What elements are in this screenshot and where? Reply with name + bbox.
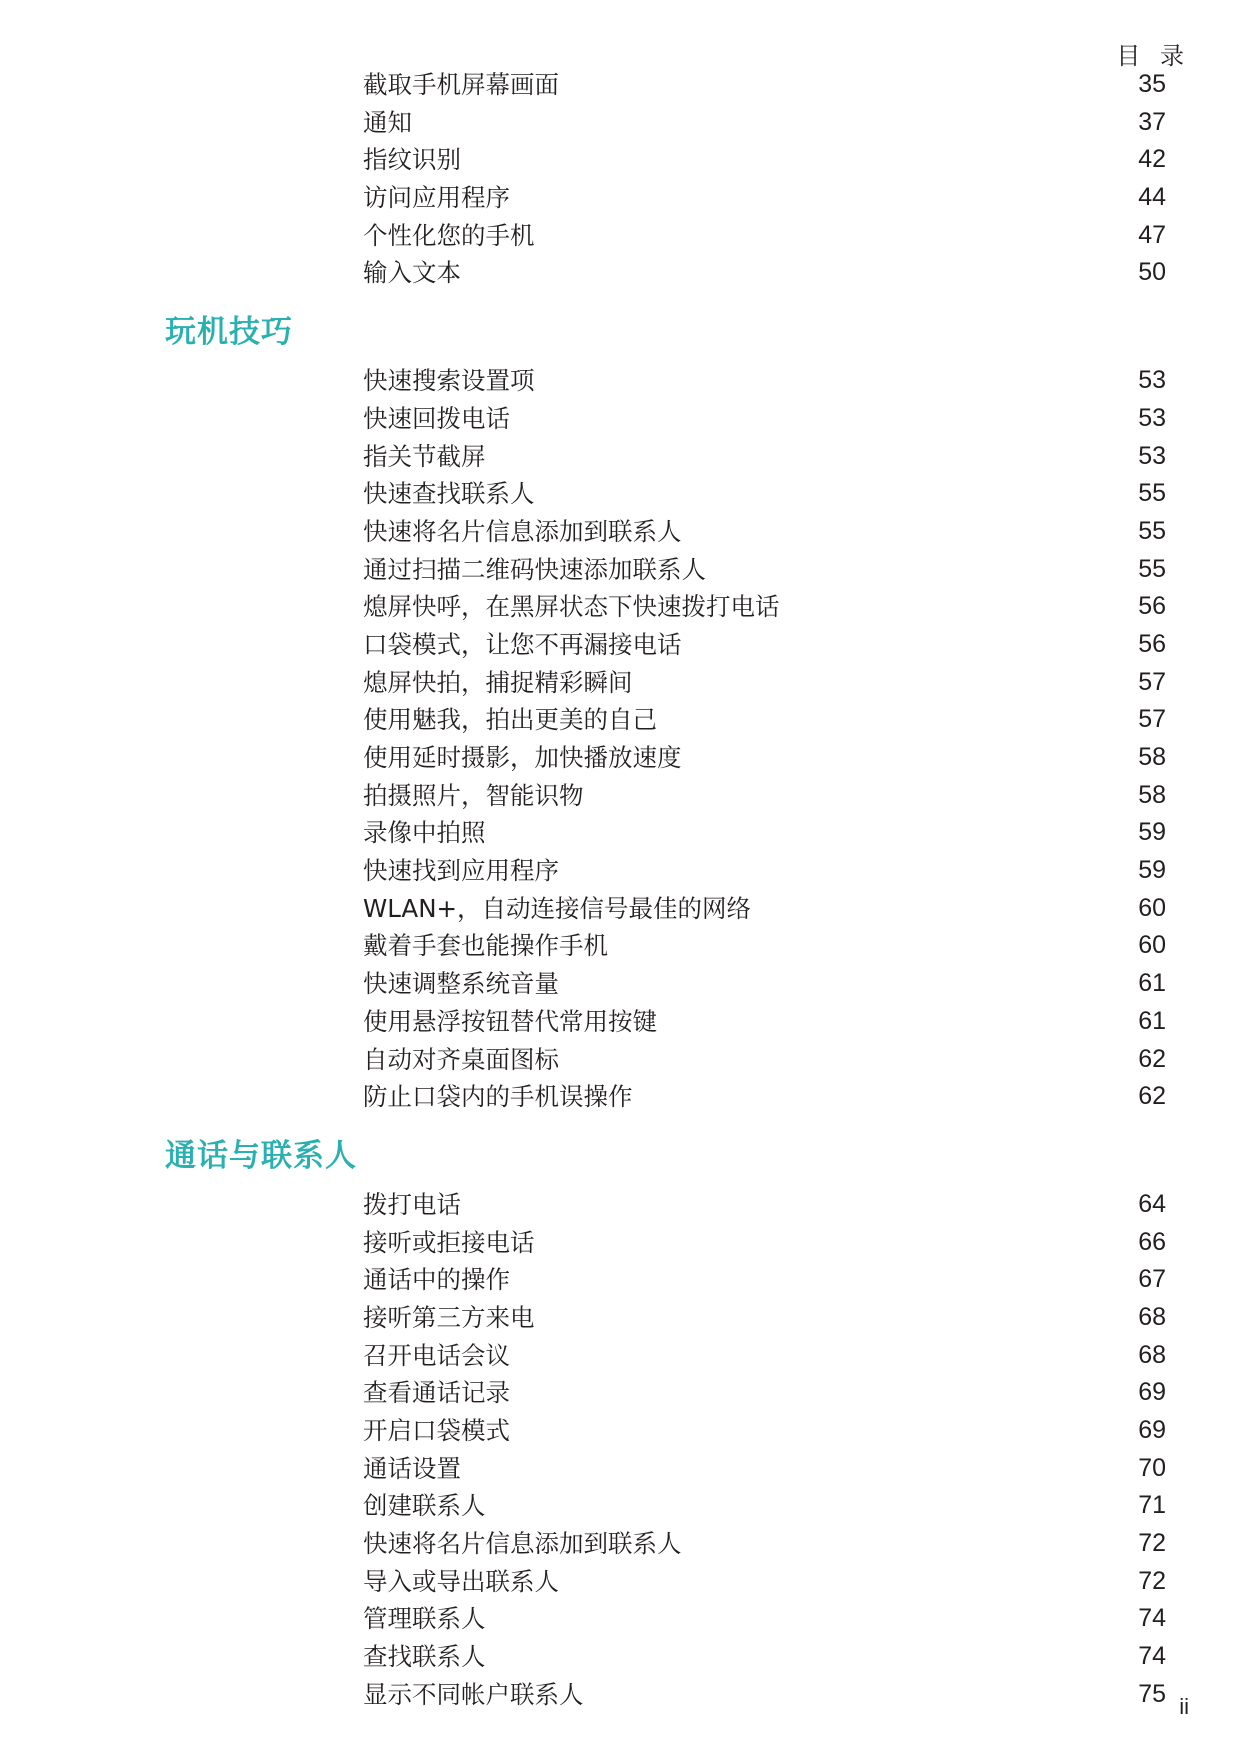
- toc-entry-page[interactable]: 74: [1138, 1604, 1166, 1633]
- toc-entry-title[interactable]: 使用延时摄影，加快播放速度: [363, 743, 682, 772]
- toc-entry[interactable]: [0, 1337, 1241, 1375]
- toc-entry[interactable]: [0, 1412, 1241, 1450]
- toc-entry-title[interactable]: 拍摄照片，智能识物: [363, 780, 584, 810]
- toc-entry[interactable]: [0, 1638, 1241, 1676]
- toc-entry-title[interactable]: 熄屏快呼，在黑屏状态下快速拨打电话: [363, 592, 780, 622]
- toc-entry-page[interactable]: 58: [1138, 780, 1166, 809]
- toc-entry-page[interactable]: 55: [1138, 479, 1166, 508]
- toc-entry[interactable]: [0, 141, 1241, 179]
- toc-entry[interactable]: [0, 254, 1241, 292]
- toc-entry-page[interactable]: 55: [1138, 554, 1166, 583]
- toc-entry[interactable]: [0, 664, 1241, 702]
- toc-entry-title[interactable]: 快速调整系统音量: [363, 969, 559, 999]
- toc-entry-page[interactable]: 60: [1138, 893, 1166, 922]
- toc-entry-page[interactable]: 50: [1138, 258, 1166, 287]
- toc-entry-page[interactable]: 42: [1138, 145, 1166, 174]
- toc-entry[interactable]: [0, 777, 1241, 815]
- toc-header-label: 目 录: [1116, 42, 1190, 70]
- toc-entry-page[interactable]: 68: [1138, 1302, 1166, 1331]
- toc-entry[interactable]: [0, 814, 1241, 852]
- toc-entry-title[interactable]: 显示不同帐户联系人: [363, 1679, 584, 1709]
- toc-entry[interactable]: [0, 1078, 1241, 1116]
- section-heading-text[interactable]: 通话与联系人: [165, 1137, 357, 1174]
- toc-entry-title[interactable]: 查找联系人: [363, 1642, 486, 1672]
- toc-entry-page[interactable]: 55: [1138, 516, 1166, 545]
- toc-entry-title[interactable]: 导入或导出联系人: [363, 1566, 559, 1596]
- toc-entry-title[interactable]: 拨打电话: [363, 1189, 461, 1219]
- page-number: ii: [1179, 1694, 1189, 1719]
- toc-entry[interactable]: [0, 362, 1241, 400]
- toc-entry-page[interactable]: 62: [1138, 1044, 1166, 1073]
- toc-entry[interactable]: [0, 513, 1241, 551]
- toc-entry[interactable]: [0, 1563, 1241, 1601]
- toc-entry-title[interactable]: 录像中拍照: [363, 818, 486, 848]
- toc-entry-page[interactable]: 61: [1138, 969, 1166, 998]
- toc-entry-title[interactable]: WLAN+，自动连接信号最佳的网络: [363, 893, 752, 923]
- toc-entry-title[interactable]: 召开电话会议: [363, 1340, 510, 1370]
- section-heading-text[interactable]: 玩机技巧: [165, 314, 293, 351]
- toc-entry[interactable]: [0, 852, 1241, 890]
- toc-entry-page[interactable]: 62: [1138, 1082, 1166, 1111]
- toc-entry-page[interactable]: 56: [1138, 592, 1166, 621]
- toc-entry-page[interactable]: 72: [1138, 1566, 1166, 1595]
- toc-entry-page[interactable]: 35: [1138, 70, 1166, 98]
- section-heading: [0, 1124, 1241, 1184]
- toc-entry-title[interactable]: 快速回拨电话: [363, 403, 510, 433]
- toc-entry-page[interactable]: 61: [1138, 1006, 1166, 1035]
- toc-entry[interactable]: [0, 1041, 1241, 1079]
- toc-entry-title[interactable]: 通知: [363, 107, 412, 137]
- toc-entry[interactable]: [0, 1600, 1241, 1638]
- toc-entry-title[interactable]: 指关节截屏: [363, 441, 486, 471]
- toc-entry-page[interactable]: 44: [1138, 183, 1166, 212]
- toc-entry[interactable]: [0, 1487, 1241, 1525]
- toc-entry-page[interactable]: 68: [1138, 1340, 1166, 1369]
- toc-entry-page[interactable]: 59: [1138, 856, 1166, 885]
- toc-entry-page[interactable]: 74: [1138, 1642, 1166, 1671]
- toc-entry-page[interactable]: 56: [1138, 629, 1166, 658]
- toc-entry-page[interactable]: 66: [1138, 1227, 1166, 1256]
- toc-entry-page[interactable]: 53: [1138, 403, 1166, 432]
- toc-entry[interactable]: [0, 66, 1241, 104]
- toc-entry-title[interactable]: 快速将名片信息添加到联系人: [363, 516, 682, 546]
- toc-entry-page[interactable]: 53: [1138, 366, 1166, 395]
- toc-entry[interactable]: [0, 1525, 1241, 1563]
- toc-entry-title[interactable]: 口袋模式，让您不再漏接电话: [363, 629, 682, 659]
- toc-entry[interactable]: [0, 890, 1241, 928]
- toc-entry-page[interactable]: 57: [1138, 705, 1166, 734]
- toc-entry-title[interactable]: 快速查找联系人: [363, 479, 535, 509]
- toc-entry[interactable]: [0, 965, 1241, 1003]
- toc-entry[interactable]: [0, 1186, 1241, 1224]
- toc-entry-page[interactable]: 69: [1138, 1416, 1166, 1444]
- toc-entry-page[interactable]: 72: [1138, 1529, 1166, 1558]
- toc-entry-page[interactable]: 59: [1138, 818, 1166, 847]
- toc-entry[interactable]: [0, 588, 1241, 626]
- toc-entry-title[interactable]: 快速将名片信息添加到联系人: [363, 1529, 682, 1559]
- toc-entry-page[interactable]: 53: [1138, 441, 1166, 470]
- toc-entry-title[interactable]: 快速搜索设置项: [363, 366, 535, 396]
- toc-entry[interactable]: [0, 1676, 1241, 1714]
- toc-entry-title[interactable]: 接听第三方来电: [363, 1302, 535, 1332]
- toc-entry-title[interactable]: 防止口袋内的手机误操作: [363, 1082, 633, 1112]
- toc-entry-page[interactable]: 57: [1138, 667, 1166, 696]
- toc-entry-page[interactable]: 71: [1138, 1491, 1166, 1520]
- toc-entry-title[interactable]: 个性化您的手机: [363, 220, 535, 250]
- toc-entry-page[interactable]: 64: [1138, 1189, 1166, 1218]
- toc-entry[interactable]: [0, 626, 1241, 664]
- table-of-contents: [0, 66, 1241, 1714]
- toc-entry-page[interactable]: 60: [1138, 931, 1166, 960]
- toc-entry[interactable]: [0, 179, 1241, 217]
- toc-entry-page[interactable]: 67: [1138, 1265, 1166, 1294]
- toc-entry-title[interactable]: 开启口袋模式: [363, 1416, 510, 1445]
- toc-entry[interactable]: [0, 438, 1241, 476]
- toc-entry[interactable]: [0, 400, 1241, 438]
- toc-entry[interactable]: [0, 1003, 1241, 1041]
- toc-entry[interactable]: [0, 927, 1241, 965]
- toc-entry[interactable]: [0, 701, 1241, 739]
- toc-entry-title[interactable]: 接听或拒接电话: [363, 1227, 535, 1257]
- toc-entry[interactable]: [0, 1299, 1241, 1337]
- toc-entry-title[interactable]: 使用悬浮按钮替代常用按键: [363, 1006, 657, 1036]
- toc-entry[interactable]: [0, 1374, 1241, 1412]
- toc-entry-page[interactable]: 69: [1138, 1378, 1166, 1407]
- toc-entry-title[interactable]: 通过扫描二维码快速添加联系人: [363, 554, 706, 584]
- toc-entry-title[interactable]: 自动对齐桌面图标: [363, 1044, 559, 1074]
- toc-entry[interactable]: [0, 1224, 1241, 1262]
- toc-entry-title[interactable]: 快速找到应用程序: [363, 856, 559, 886]
- toc-entry-title[interactable]: 通话中的操作: [363, 1265, 510, 1295]
- toc-entry-page[interactable]: 47: [1138, 220, 1166, 249]
- toc-entry[interactable]: [0, 1261, 1241, 1299]
- toc-entry-title[interactable]: 访问应用程序: [363, 183, 510, 213]
- toc-entry-title[interactable]: 使用魅我，拍出更美的自己: [363, 705, 657, 735]
- toc-entry-title[interactable]: 管理联系人: [363, 1604, 486, 1634]
- section-heading: [0, 300, 1241, 360]
- toc-entry-page[interactable]: 37: [1138, 107, 1166, 136]
- toc-entry[interactable]: [0, 475, 1241, 513]
- toc-entry-title[interactable]: 创建联系人: [363, 1491, 486, 1521]
- toc-entry-title[interactable]: 熄屏快拍，捕捉精彩瞬间: [363, 667, 633, 697]
- toc-entry-title[interactable]: 通话设置: [363, 1453, 461, 1483]
- toc-entry-title[interactable]: 戴着手套也能操作手机: [363, 931, 608, 961]
- toc-entry-title[interactable]: 指纹识别: [363, 145, 461, 175]
- toc-entry-title[interactable]: 查看通话记录: [363, 1378, 510, 1408]
- toc-entry[interactable]: [0, 1450, 1241, 1488]
- toc-entry[interactable]: [0, 551, 1241, 589]
- toc-entry-title[interactable]: 输入文本: [363, 258, 461, 288]
- toc-entry[interactable]: [0, 739, 1241, 777]
- toc-entry-page[interactable]: 58: [1138, 743, 1166, 771]
- toc-entry-title[interactable]: 截取手机屏幕画面: [363, 70, 559, 99]
- toc-entry-page[interactable]: 75: [1138, 1679, 1166, 1708]
- toc-entry[interactable]: [0, 217, 1241, 255]
- toc-entry-page[interactable]: 70: [1138, 1453, 1166, 1482]
- toc-entry[interactable]: [0, 104, 1241, 142]
